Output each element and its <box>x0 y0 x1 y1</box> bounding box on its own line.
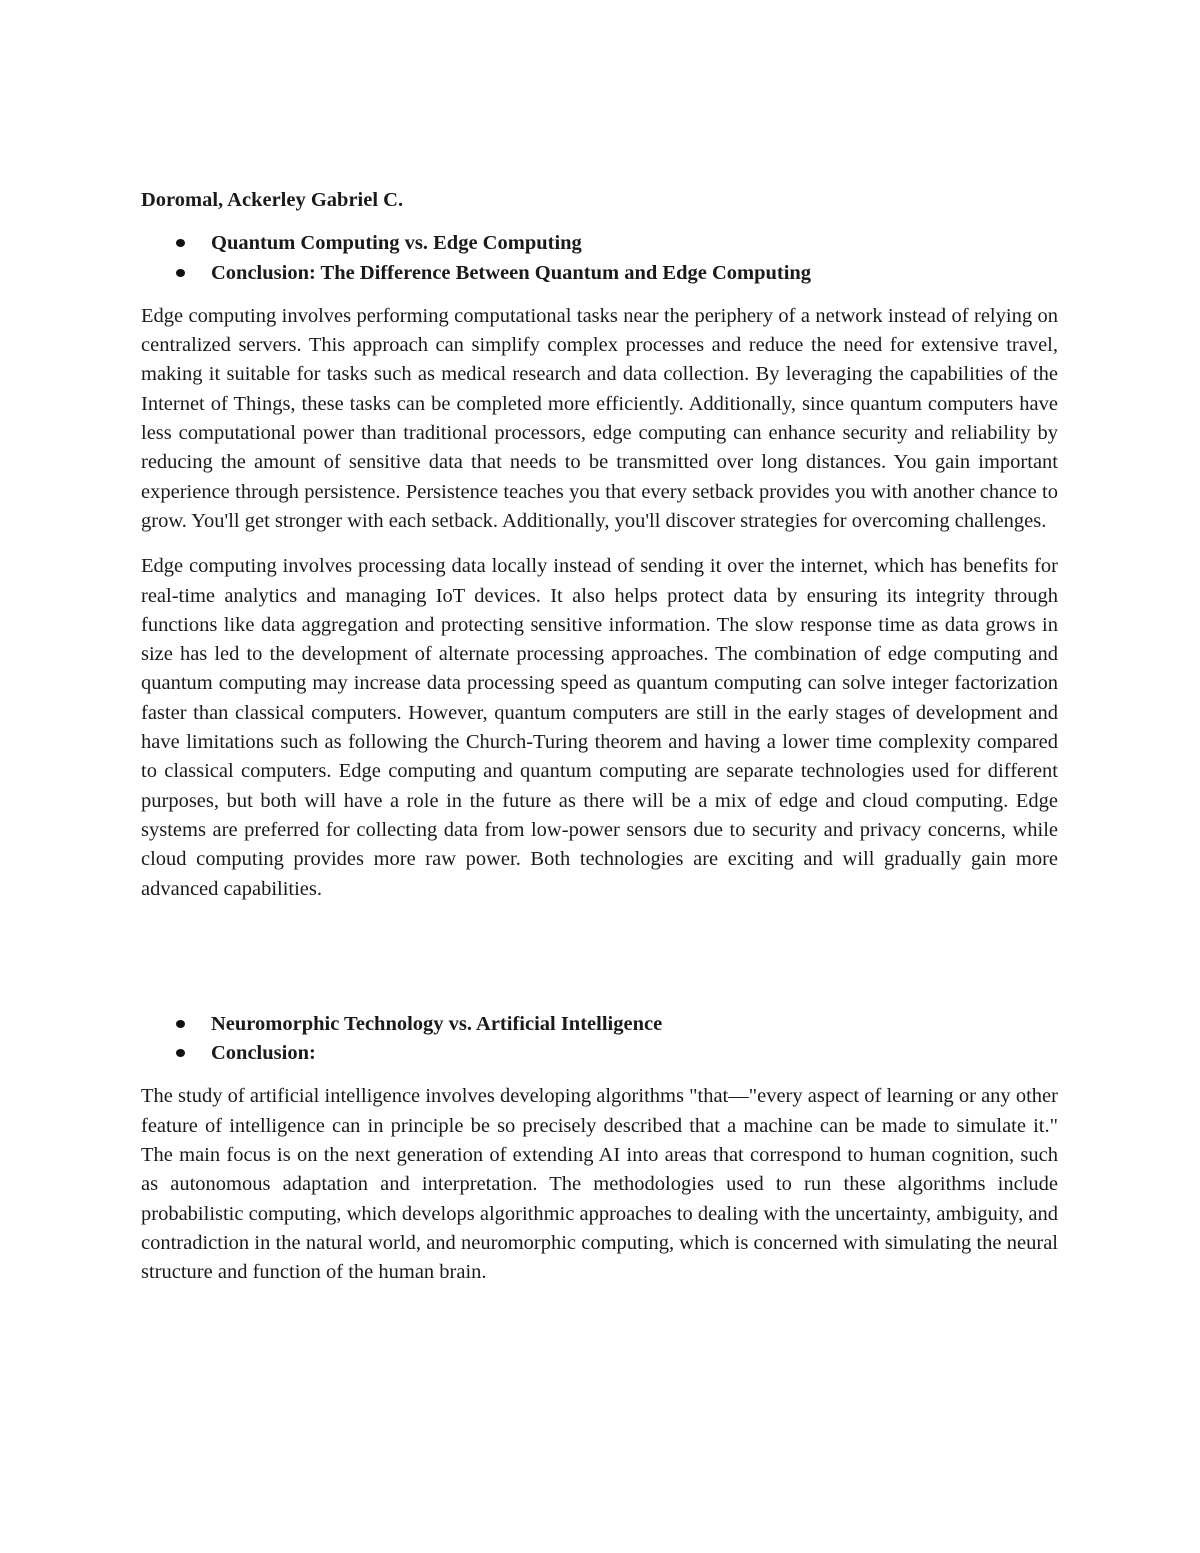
bullet-text: Conclusion: The Difference Between Quantum and Edge Computing <box>211 261 812 284</box>
author-name: Doromal, Ackerley Gabriel C. <box>141 189 404 211</box>
bullet-item <box>141 229 1058 258</box>
document-page <box>141 186 1058 1304</box>
bullet-text: Conclusion: <box>211 1042 316 1065</box>
bullet-icon <box>176 1020 185 1028</box>
bullet-icon <box>176 269 185 277</box>
section2-bullet-list <box>141 1010 1058 1069</box>
body-paragraph: The study of artificial intelligence involves developing algorithms "that—"every aspect of learning or any other feature of intelligence can in principle be so precisely described that a machine can be made to simulate it." The main focus is on the next generation of extending AI into areas that correspond to human cognition, such as autonomous adaptation and interpretation. The methodologies used to run these algorithms include probabilistic computing, which develops algorithmic approaches to dealing with the uncertainty, ambiguity, and contradiction in the natural world, and neuromorphic computing, which is concerned with simulating the neural structure and function of the human brain. <box>141 1085 1058 1284</box>
bullet-icon <box>176 239 185 247</box>
bullet-icon <box>176 1049 185 1057</box>
bullet-text: Neuromorphic Technology vs. Artificial Intelligence <box>211 1012 663 1035</box>
body-paragraph: Edge computing involves processing data locally instead of sending it over the internet, which has benefits for real-time analytics and managing IoT devices. It also helps protect data by ensuring its integrity through functions like data aggregation and protecting sensitive information. The slow response time as data grows in size has led to the development of alternate processing approaches. The combination of edge computing and quantum computing may increase data processing speed as quantum computing can solve integer factorization faster than classical computers. However, quantum computers are still in the early stages of development and have limitations such as following the Church-Turing theorem and having a lower time complexity compared to classical computers. Edge computing and quantum computing are separate technologies used for different purposes, but both will have a role in the future as there will be a mix of edge and cloud computing. Edge systems are preferred for collecting data from low-power sensors due to security and privacy concerns, while cloud computing provides more raw power. Both technologies are exciting and will gradually gain more advanced capabilities. <box>141 555 1058 900</box>
section-spacer <box>141 920 1058 1010</box>
bullet-item <box>141 259 1058 288</box>
bullet-text: Quantum Computing vs. Edge Computing <box>211 232 582 255</box>
bullet-item <box>141 1039 1058 1068</box>
section1-bullet-list <box>141 229 1058 288</box>
bullet-item <box>141 1010 1058 1039</box>
body-paragraph: Edge computing involves performing computational tasks near the periphery of a network instead of relying on centralized servers. This approach can simplify complex processes and reduce the need for extensive travel, making it suitable for tasks such as medical research and data collection. By leveraging the capabilities of the Internet of Things, these tasks can be completed more efficiently. Additionally, since quantum computers have less computational power than traditional processors, edge computing can enhance security and reliability by reducing the amount of sensitive data that needs to be transmitted over long distances. You gain important experience through persistence. Persistence teaches you that every setback provides you with another chance to grow. You'll get stronger with each setback. Additionally, you'll discover strategies for overcoming challenges. <box>141 304 1058 532</box>
